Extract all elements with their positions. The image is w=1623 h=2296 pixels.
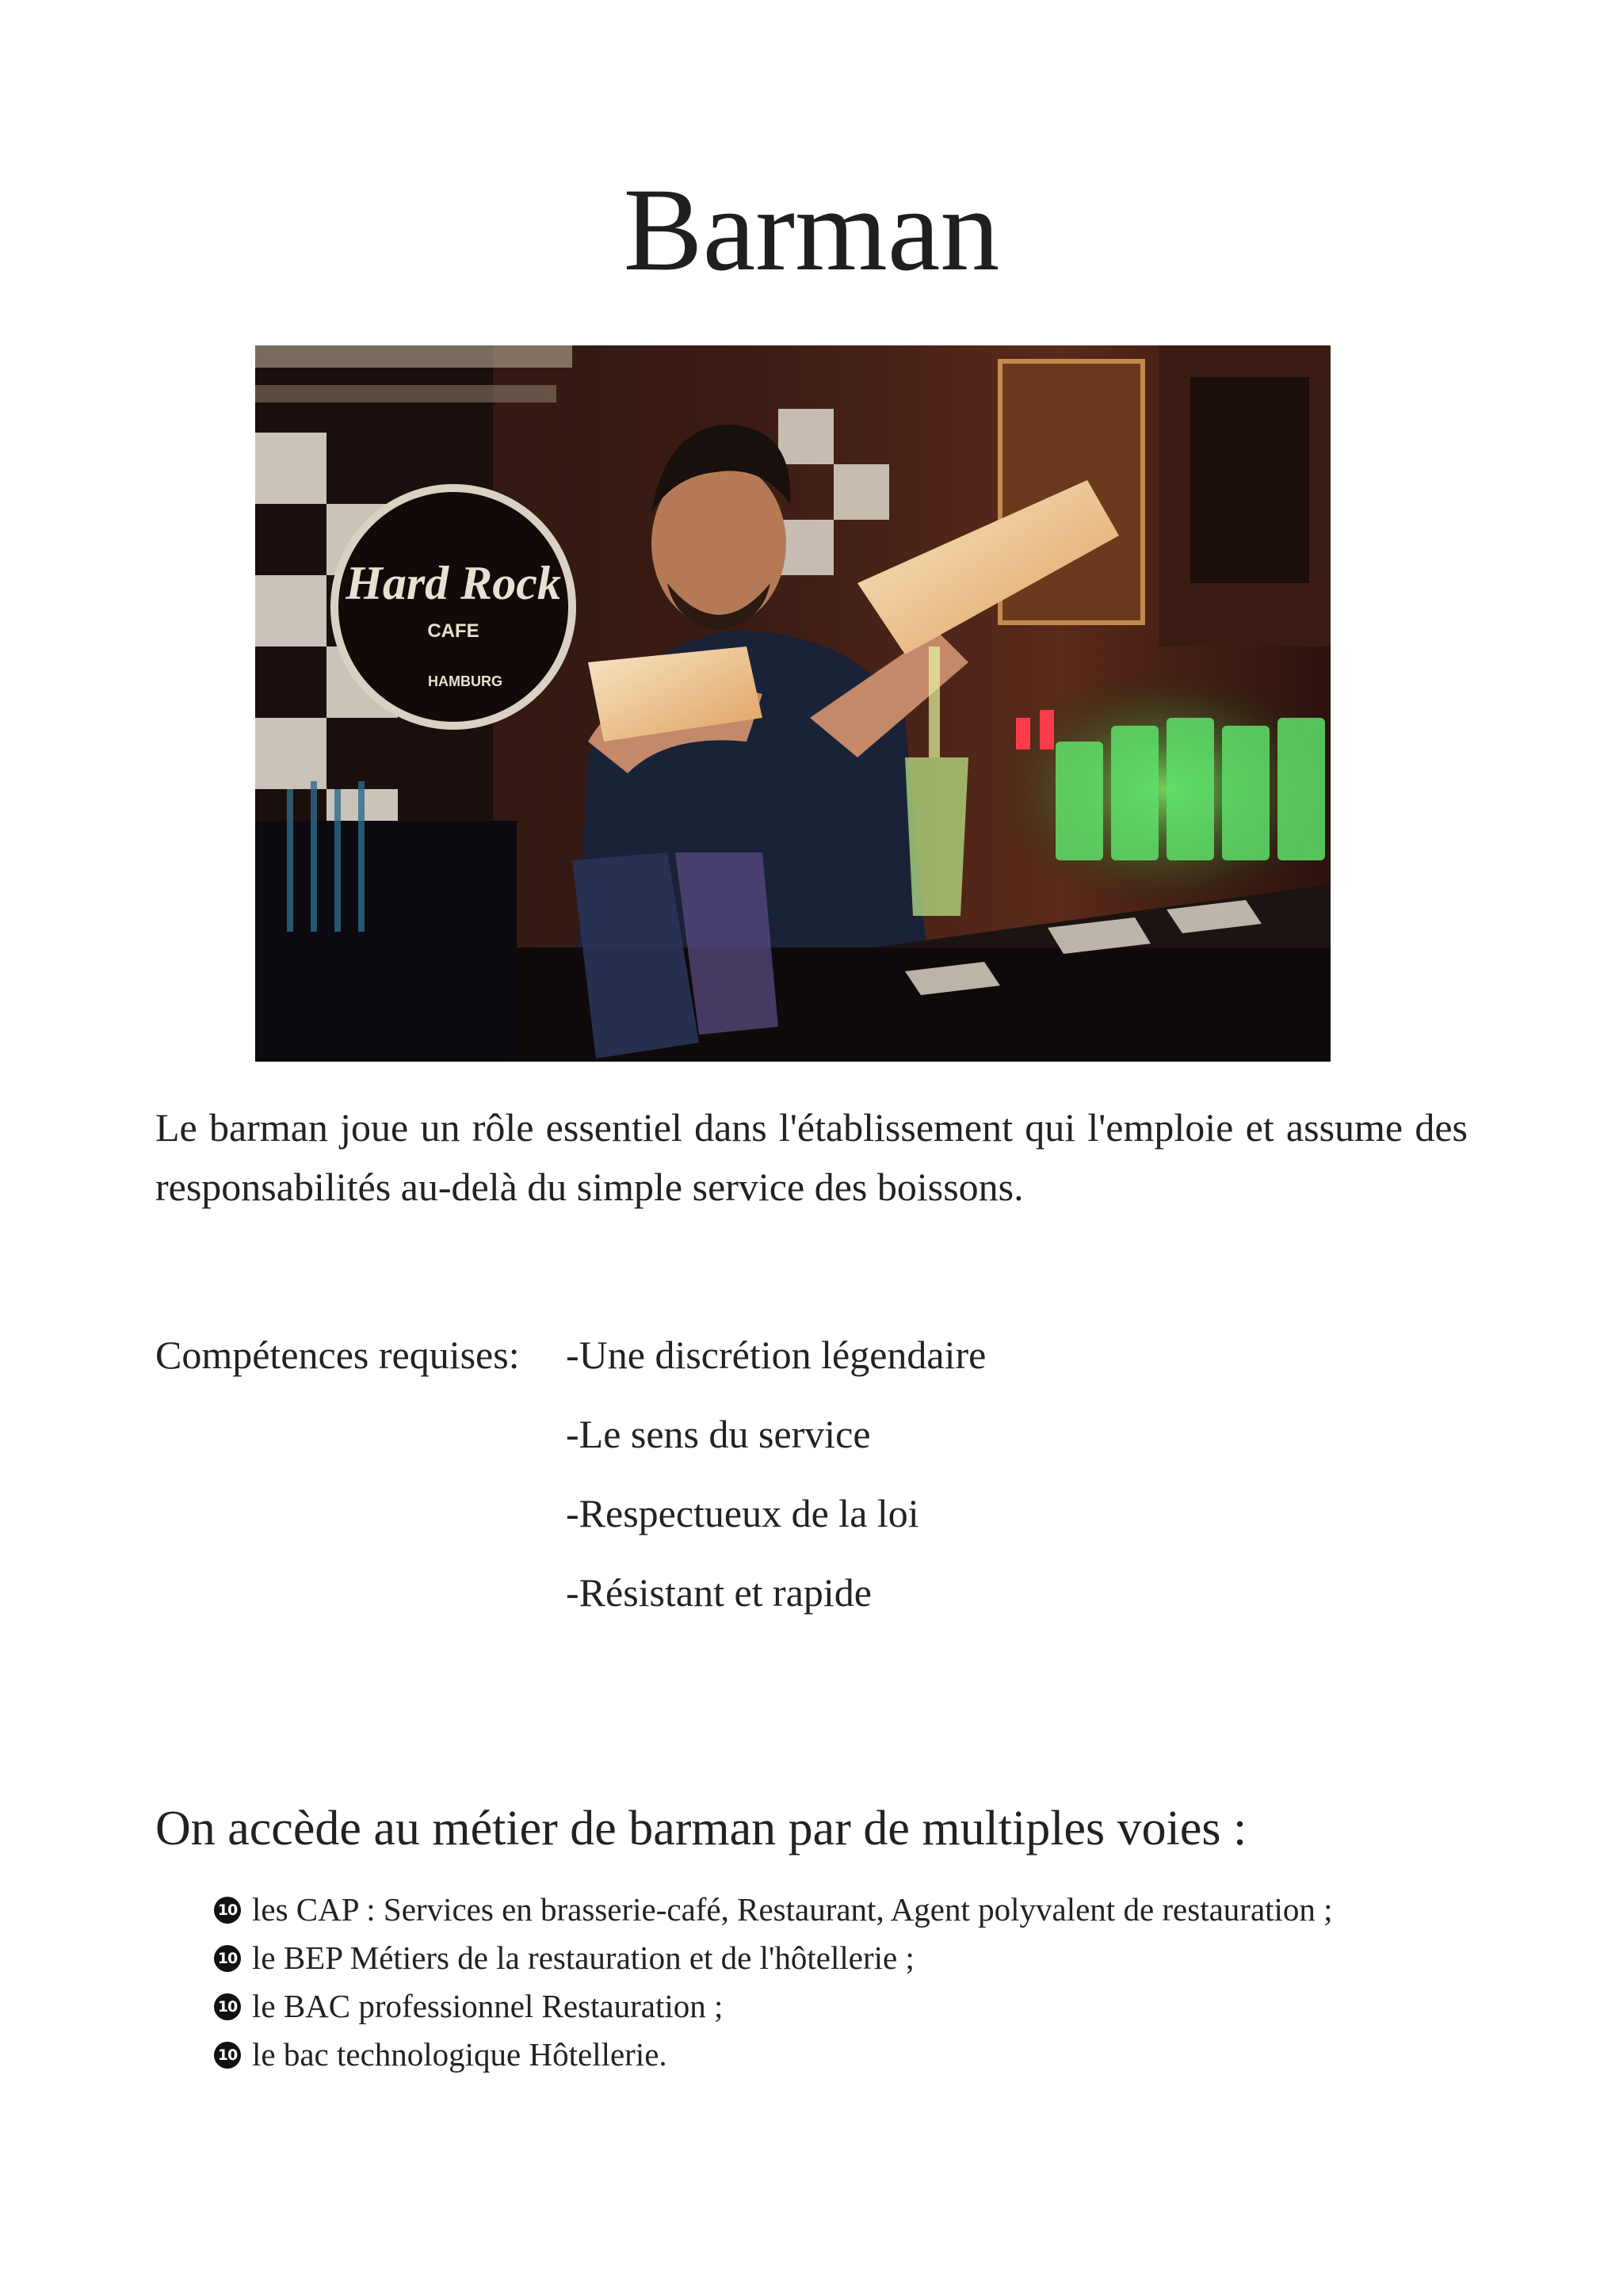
intro-paragraph: Le barman joue un rôle essentiel dans l'établissement qui l'emploie et assume des responsabilités au-delà du simple service des boissons. [155, 1105, 1468, 1209]
list-item [214, 2031, 1333, 2079]
bartender-photo [255, 345, 1331, 1062]
list-item [214, 1982, 1333, 2031]
skill-item: -Respectueux de la loi [566, 1491, 919, 1535]
page-title: Barman [623, 164, 1000, 296]
access-path-text: le BEP Métiers de la restauration et de l'hôtellerie ; [252, 1939, 915, 1976]
list-item [214, 1934, 1333, 1982]
skills-label: Compétences requises: [155, 1333, 520, 1377]
access-heading: On accède au métier de barman par de multiples voies : [155, 1802, 1247, 1855]
circled-number-bullet-icon: 10 [214, 1897, 241, 1924]
sign-text-cafe: CAFE [427, 620, 479, 642]
bartender-photo-illustration [255, 345, 1331, 1062]
access-path-text: le BAC professionnel Restauration ; [252, 1988, 724, 2024]
list-item [214, 1886, 1333, 1934]
skill-item: -Une discrétion légendaire [566, 1333, 987, 1377]
sign-text-city: HAMBURG [428, 673, 502, 689]
skills-list [566, 1315, 986, 1632]
skill-item: -Le sens du service [566, 1412, 871, 1456]
access-paths-list [214, 1886, 1333, 2079]
circled-number-bullet-icon: 10 [214, 1945, 241, 1972]
access-path-text: le bac technologique Hôtellerie. [252, 2036, 667, 2073]
sign-text-brand: Hard Rock [346, 557, 561, 609]
circled-number-bullet-icon: 10 [214, 1993, 241, 2020]
access-path-text: les CAP : Services en brasserie-café, Restaurant, Agent polyvalent de restauration ; [252, 1891, 1333, 1928]
skill-item: -Résistant et rapide [566, 1570, 872, 1615]
circled-number-bullet-icon: 10 [214, 2042, 241, 2069]
